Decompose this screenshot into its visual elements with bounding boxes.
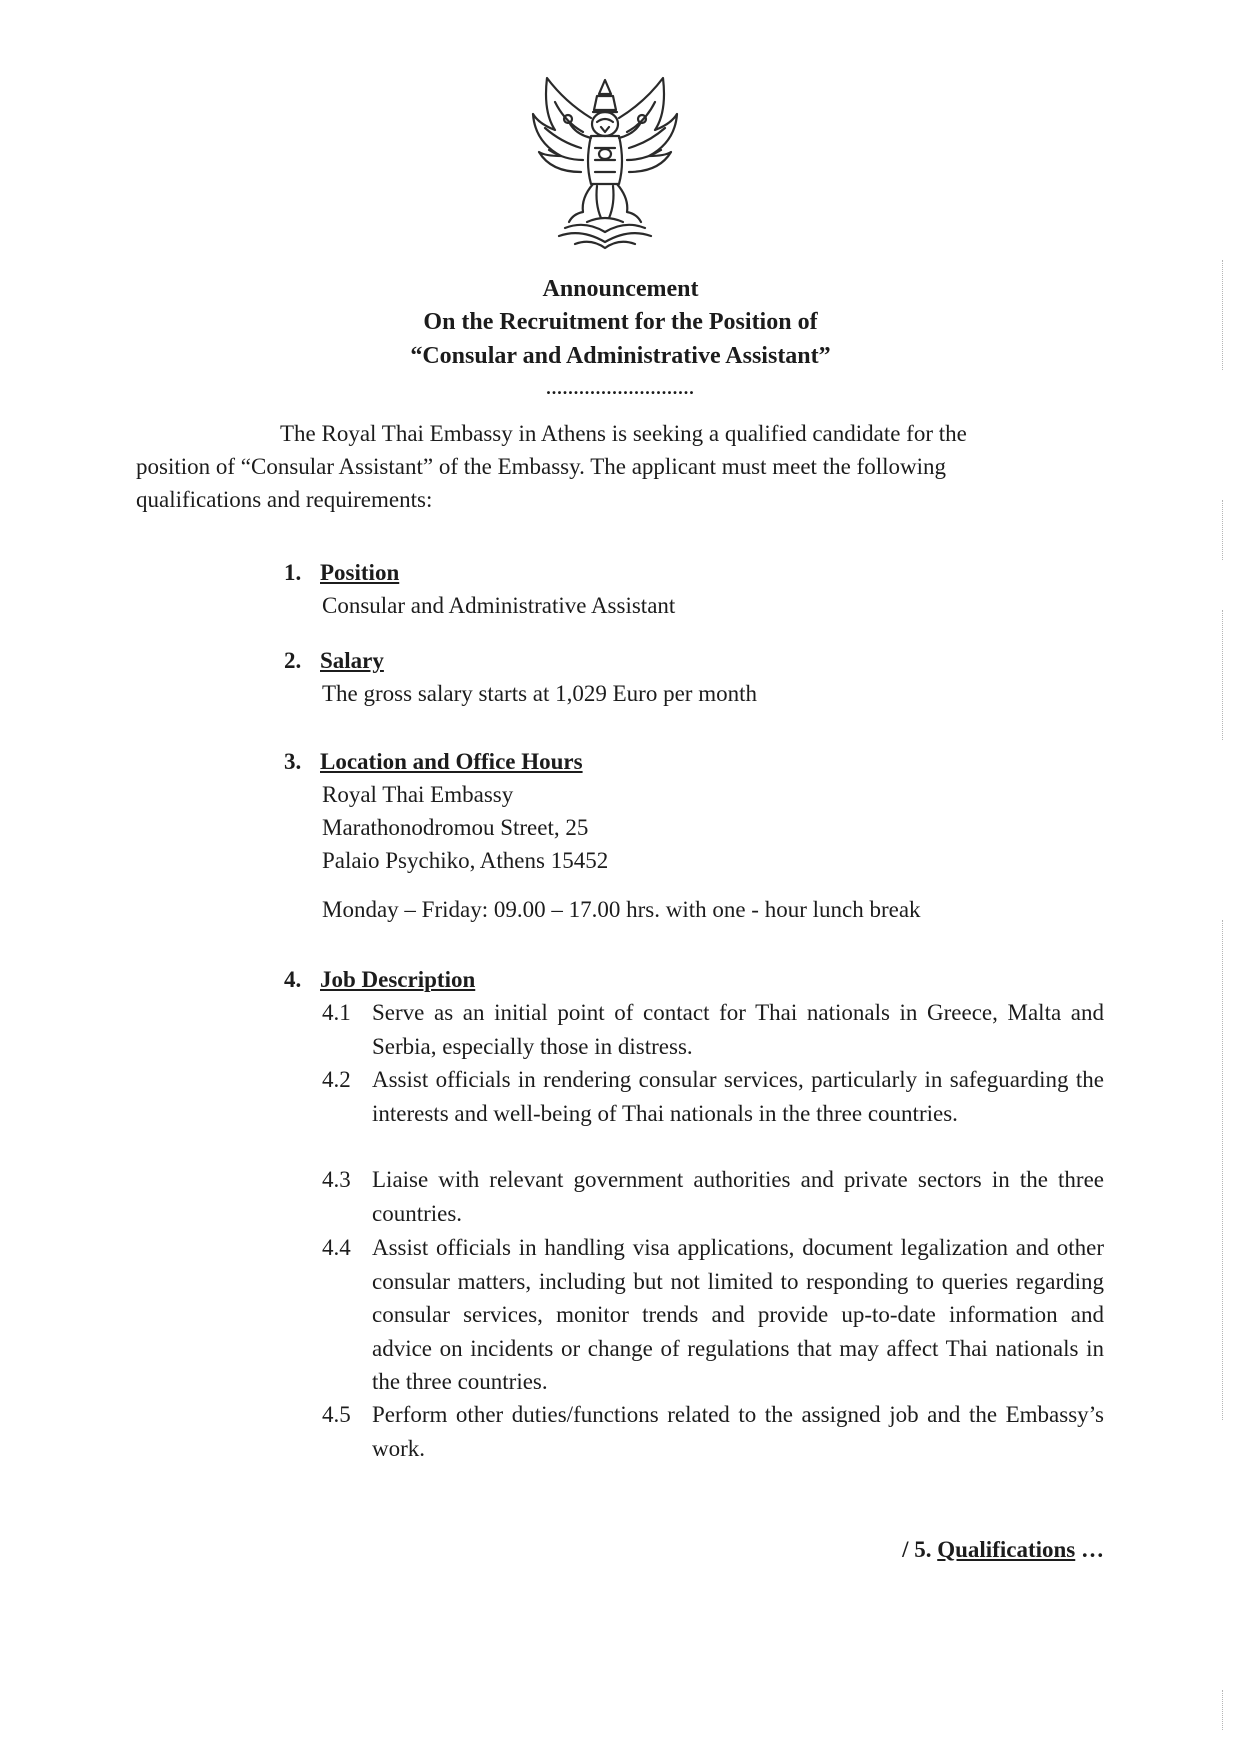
intro-line: qualifications and requirements: <box>136 487 433 512</box>
intro-line: position of “Consular Assistant” of the Embassy. The applicant must meet the following <box>136 454 946 479</box>
job-item <box>322 996 1104 1063</box>
position-text: Consular and Administrative Assistant <box>322 593 676 618</box>
scan-mark <box>1222 920 1225 1420</box>
section-heading: Job Description <box>320 967 476 992</box>
section-number: 2. <box>284 648 302 673</box>
job-item-text: Assist officials in rendering consular services, particularly in safeguarding the interests and well-being of Thai nationals in the three countries. <box>372 1067 1104 1126</box>
announcement-title: Announcement <box>542 276 699 302</box>
position-title: “Consular and Administrative Assistant” <box>410 343 831 369</box>
garuda-emblem-icon <box>525 72 685 252</box>
job-item <box>322 1398 1104 1465</box>
continuation-note <box>902 1537 1104 1563</box>
scan-mark <box>1222 260 1225 370</box>
address-line: Palaio Psychiko, Athens 15452 <box>322 848 609 873</box>
job-item-number: 4.2 <box>322 1067 351 1092</box>
job-item-text: Liaise with relevant government authorities and private sectors in the three countries. <box>372 1167 1104 1226</box>
continuation-prefix: / 5. <box>902 1537 932 1562</box>
intro-paragraph <box>136 417 1104 516</box>
job-item-text: Serve as an initial point of contact for Thai nationals in Greece, Malta and Serbia, especially those in distress. <box>372 1000 1104 1059</box>
job-item-text: Perform other duties/functions related to the assigned job and the Embassy’s work. <box>372 1402 1104 1461</box>
section-heading: Salary <box>320 648 384 673</box>
title-separator: ........................... <box>546 378 695 398</box>
job-item-number: 4.4 <box>322 1235 351 1260</box>
section-number: 3. <box>284 749 302 774</box>
scan-mark <box>1222 610 1225 740</box>
scan-mark <box>1222 1690 1225 1730</box>
section-number: 4. <box>284 967 302 992</box>
job-item-number: 4.3 <box>322 1167 351 1192</box>
address-line: Royal Thai Embassy <box>322 782 514 807</box>
announcement-subtitle: On the Recruitment for the Position of <box>423 309 818 335</box>
section-heading: Location and Office Hours <box>320 749 583 774</box>
continuation-suffix: … <box>1081 1537 1104 1562</box>
intro-line: The Royal Thai Embassy in Athens is seeking a qualified candidate for the <box>280 421 967 446</box>
section-heading: Position <box>320 560 400 585</box>
job-item <box>322 1163 1104 1230</box>
continuation-label: Qualifications <box>937 1537 1076 1562</box>
address-line: Marathonodromou Street, 25 <box>322 815 589 840</box>
salary-text: The gross salary starts at 1,029 Euro per month <box>322 681 757 706</box>
job-item-number: 4.5 <box>322 1402 351 1427</box>
job-item <box>322 1231 1104 1399</box>
scan-mark <box>1222 500 1225 560</box>
job-item-number: 4.1 <box>322 1000 351 1025</box>
office-hours: Monday – Friday: 09.00 – 17.00 hrs. with one - hour lunch break <box>322 897 921 922</box>
job-item <box>322 1063 1104 1130</box>
job-item-text: Assist officials in handling visa applications, document legalization and other consular matters, including but not limited to responding to queries regarding consular services, monitor trends and provide up-to-date information and advice on incidents or change of regulations that may affect Thai nationals in the three countries. <box>372 1235 1104 1394</box>
section-number: 1. <box>284 560 302 585</box>
